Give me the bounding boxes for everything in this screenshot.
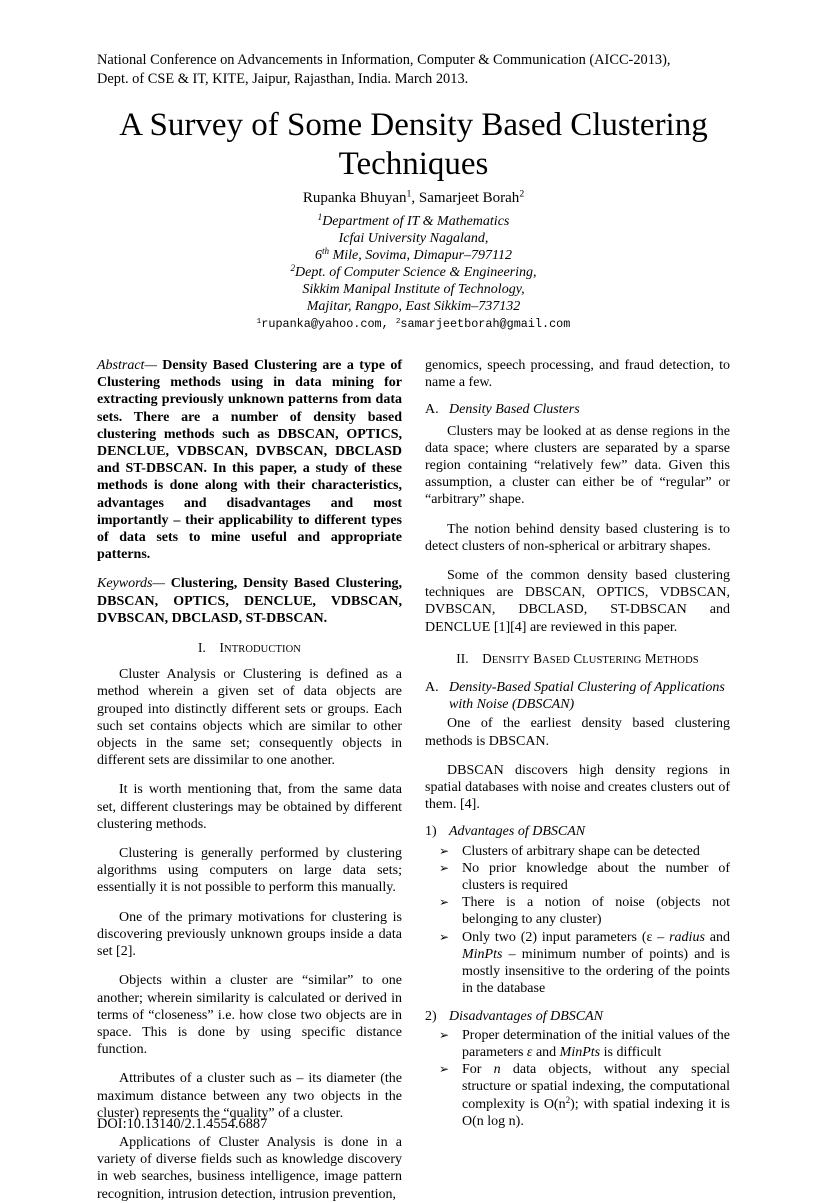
subsection-title: Density Based Clusters (449, 402, 580, 418)
list-item-text: and (532, 1044, 560, 1060)
section-title-rest: LUSTERING (582, 654, 642, 666)
email-superscript: 1 (256, 317, 262, 326)
subsubsection-heading-disadvantages (425, 1008, 730, 1025)
section-heading-density-based-clustering-methods (425, 650, 730, 669)
list-item-emphasis: radius (669, 929, 705, 945)
list-item-emphasis: n (493, 1062, 501, 1078)
arrow-bullet-icon: ➢ (439, 895, 450, 910)
email-link[interactable]: rupanka@yahoo.com (261, 317, 382, 331)
keywords-label: Keywords— (97, 576, 165, 592)
paper-title-line-1: A Survey of Some Density Based Clustering (119, 107, 708, 143)
list-item (425, 1027, 730, 1061)
email-link[interactable]: samarjeetborah@gmail.com (400, 317, 571, 331)
intro-paragraph: Objects within a cluster are “similar” to one another; wherein similarity is calculated or derived in terms of “closeness” i.e. how close two objects are in space. This is done by using specific distance function. (97, 973, 402, 1058)
email-superscript: 2 (395, 317, 401, 326)
affiliation-superscript: 2 (290, 263, 296, 273)
affiliation-text: Mile, Sovima, Dimapur–797112 (329, 248, 512, 263)
section-title-initial: D (482, 650, 492, 666)
list-item (425, 929, 730, 998)
continued-paragraph: genomics, speech processing, and fraud detection, to name a few. (425, 358, 730, 391)
section-number: I. (198, 640, 206, 656)
list-item-text: Clusters of arbitrary shape can be detected (462, 843, 700, 859)
affiliation-1-line-1 (0, 213, 827, 231)
list-item-text: is difficult (600, 1044, 662, 1060)
section-number: II. (456, 650, 469, 666)
subsubsection-label: 2) (425, 1008, 437, 1024)
arrow-bullet-icon: ➢ (439, 843, 450, 858)
list-item-text: ); with spatial indexing it is O(n log n). (462, 1096, 730, 1129)
subsection-label: A. (425, 402, 439, 418)
disadvantages-list (425, 1027, 730, 1130)
body-paragraph: The notion behind density based clustering is to detect clusters of non-spherical or arbitrary shapes. (425, 521, 730, 554)
arrow-bullet-icon: ➢ (439, 1027, 450, 1042)
subsubsection-label: 1) (425, 824, 437, 840)
affiliation-text: Dept. of Computer Science & Engineering, (295, 265, 537, 280)
list-item-text: There is a notion of noise (objects not belonging to any cluster) (462, 895, 730, 928)
author-list (0, 188, 827, 208)
keywords-text: Clustering, Density Based Clustering, DBSCAN, OPTICS, DENCLUE, VDBSCAN, DVBSCAN, DBCLASD, ST-DBSCAN. (97, 576, 402, 626)
subsubsection-heading-advantages (425, 823, 730, 840)
list-item-text: and (704, 929, 730, 945)
author-emails (0, 316, 827, 332)
section-title-initial: C (573, 650, 583, 666)
author-superscript: 2 (519, 188, 525, 200)
intro-paragraph: Applications of Cluster Analysis is done in a variety of diverse fields such as knowledge discovery in web searches, business intelligence, image pattern recognition, intrusion detection, intrusion prevention, (97, 1134, 402, 1202)
affiliation-text: 6 (315, 248, 323, 263)
affiliation-2-line-1 (0, 264, 827, 282)
intro-paragraph: One of the primary motivations for clustering is discovering previously unknown groups inside a data set [2]. (97, 909, 402, 960)
subsection-heading-dbscan (425, 679, 730, 713)
section-title-rest: ENSITY (491, 654, 530, 666)
abstract-label: Abstract— (97, 358, 157, 373)
intro-paragraph: Cluster Analysis or Clustering is defined as a method wherein a given set of data objects are grouped into distinctly different sets or groups. Each such set contains objects which are similar to other objects in the same set; consequently objects in different sets are dissimilar to one another. (97, 667, 402, 769)
email-separator: , (381, 317, 396, 331)
list-item (425, 1061, 730, 1130)
list-item-text: data objects, without any special structure or spatial indexing, the computational complexity is O(n (462, 1062, 730, 1112)
subsection-label: A. (425, 680, 439, 696)
author-name: Rupanka Bhuyan (302, 190, 407, 206)
body-paragraph: One of the earliest density based clustering methods is DBSCAN. (425, 716, 730, 749)
section-title-initial: M (644, 650, 657, 666)
subsubsection-title: Advantages of DBSCAN (449, 824, 586, 840)
advantages-list (425, 843, 730, 998)
intro-paragraph: Attributes of a cluster such as – its diameter (the maximum distance between any two objects in the cluster) represents the “quality” of a cluster. (97, 1071, 402, 1121)
keywords (97, 575, 402, 627)
section-title-rest: NTRODUCTION (224, 644, 301, 656)
doi-footer[interactable]: DOI:10.13140/2.1.4554.6887 (97, 1116, 268, 1132)
list-item-emphasis: MinPts (462, 946, 503, 962)
subsubsection-title: Disadvantages of DBSCAN (449, 1008, 603, 1024)
section-heading-introduction (97, 639, 402, 658)
list-item-superscript: 2 (565, 1094, 571, 1105)
section-title-initial: B (533, 650, 543, 666)
abstract (97, 357, 402, 563)
body-paragraph: Clusters may be looked at as dense regions in the data space; where clusters are separated by a sparse region containing “relatively few” data. Given this assumption, a cluster can either be of “regular” or “arbitrary” shape. (425, 423, 730, 508)
intro-paragraph: Clustering is generally performed by clustering algorithms using computers on large data sets; essentially it is not possible to perform this manually. (97, 846, 402, 896)
intro-paragraph: It is worth mentioning that, from the same data set, different clusterings may be obtained by different clustering methods. (97, 782, 402, 832)
list-item-text: Proper determination of the initial values of the parameters (462, 1027, 730, 1060)
section-title-initial: I (219, 640, 225, 656)
right-column (425, 357, 730, 1130)
affiliation-2-line-2: Sikkim Manipal Institute of Technology, (302, 282, 525, 297)
author-superscript: 1 (406, 188, 412, 200)
conference-header-line-1: National Conference on Advancements in Information, Computer & Communication (AICC-2013), (97, 52, 671, 68)
list-item-text: For (462, 1062, 494, 1078)
list-item-text: No prior knowledge about the number of clusters is required (462, 860, 730, 894)
body-paragraph: DBSCAN discovers high density regions in spatial databases with noise and creates clusters out of them. [4]. (425, 762, 730, 813)
list-item (425, 843, 730, 860)
subsection-title: Density-Based Spatial Clustering of Applications with Noise (DBSCAN) (449, 680, 725, 713)
affiliation-text: Department of IT & Mathematics (322, 214, 510, 229)
list-item-text: – minimum number of points) and is mostly insensitive to the ordering of the points in the database (462, 946, 730, 997)
arrow-bullet-icon: ➢ (439, 860, 450, 875)
section-title-rest: ETHODS (656, 654, 699, 666)
author-name: Samarjeet Borah (418, 190, 520, 206)
affiliation-superscript: th (322, 246, 330, 256)
left-column (97, 357, 402, 1203)
arrow-bullet-icon: ➢ (439, 1062, 450, 1077)
list-item-text: Only two (2) input parameters (ε – (462, 929, 670, 945)
subsection-heading-density-based-clusters (425, 401, 730, 418)
list-item-emphasis: MinPts (559, 1044, 601, 1060)
conference-header-line-2: Dept. of CSE & IT, KITE, Jaipur, Rajasthan, India. March 2013. (97, 71, 469, 87)
body-paragraph: Some of the common density based clustering techniques are DBSCAN, OPTICS, VDBSCAN, DVBSCAN, DBCLASD, ST-DBSCAN and DENCLUE [1][4] are reviewed in this paper. (425, 568, 730, 635)
affiliation-superscript: 1 (317, 212, 323, 222)
paper-title-line-2: Techniques (338, 146, 489, 182)
affiliation-2-line-3: Majitar, Rangpo, East Sikkim–737132 (306, 299, 521, 314)
affiliation-1-line-3 (0, 247, 827, 265)
list-item (425, 894, 730, 928)
list-item-emphasis: ε (526, 1044, 533, 1060)
arrow-bullet-icon: ➢ (439, 929, 450, 944)
section-title-rest: ASED (542, 654, 570, 666)
list-item (425, 860, 730, 894)
author-separator: , (411, 190, 419, 206)
affiliation-1-line-2: Icfai University Nagaland, (338, 231, 489, 246)
abstract-text: Density Based Clustering are a type of Clustering methods using in data mining for extracting previously unknown patterns from data sets. There are a number of density based clustering methods such as DBSCAN, OPTICS, DENCLUE, VDBSCAN, DVBSCAN, DBCLASD and ST-DBSCAN. In this paper, a study of these methods is done along with their characteristics, advantages and disadvantages and most importantly – their applicability to different types of data sets to mine useful and appropriate patterns. (97, 358, 402, 563)
